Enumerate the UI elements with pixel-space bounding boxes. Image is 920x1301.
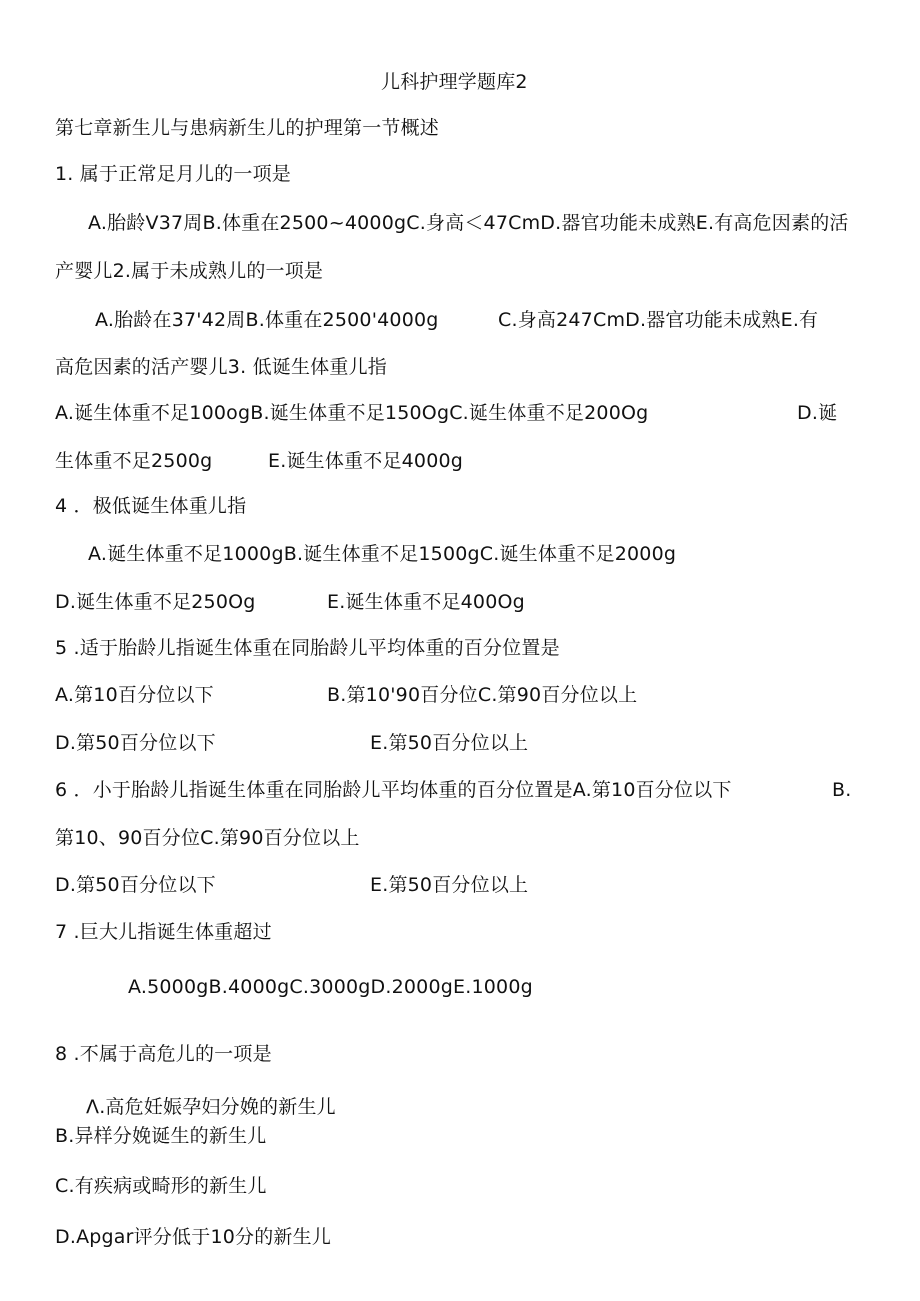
question-8-option-b: B.异样分娩诞生的新生儿 bbox=[55, 1125, 267, 1147]
question-7: 7 .巨大儿指诞生体重超过 bbox=[55, 921, 272, 943]
question-4-option-d: D.诞生体重不足250Og bbox=[55, 591, 256, 613]
question-3-option-e: E.诞生体重不足4000g bbox=[268, 450, 464, 472]
question-8-option-a: Λ.高危妊娠孕妇分娩的新生儿 bbox=[86, 1096, 336, 1118]
question-4-option-e: E.诞生体重不足400Og bbox=[327, 591, 525, 613]
question-3-option-d-end: 生体重不足2500g bbox=[55, 450, 213, 472]
question-1: 1. 属于正常足月儿的一项是 bbox=[55, 163, 291, 185]
question-8-option-d: D.Apgar评分低于10分的新生儿 bbox=[55, 1226, 332, 1248]
question-2-options-c-e: C.身高247CmD.器官功能未成熟E.有 bbox=[498, 309, 819, 331]
question-3-options-a-c: A.诞生体重不足100ogB.诞生体重不足150OgC.诞生体重不足200Og bbox=[55, 402, 649, 424]
question-5-option-e: E.第50百分位以上 bbox=[370, 732, 529, 754]
question-3-option-d-start: D.诞 bbox=[797, 402, 838, 424]
question-2: 产婴儿2.属于未成熟儿的一项是 bbox=[55, 260, 324, 282]
question-3: 高危因素的活产婴儿3. 低诞生体重儿指 bbox=[55, 356, 387, 378]
question-6-option-b-end-c: 第10、90百分位C.第90百分位以上 bbox=[55, 827, 360, 849]
question-7-options: A.5000gB.4000gC.3000gD.2000gE.1000g bbox=[128, 976, 533, 998]
question-6-option-d: D.第50百分位以下 bbox=[55, 874, 216, 896]
question-6-option-e: E.第50百分位以上 bbox=[370, 874, 529, 896]
chapter-heading: 第七章新生儿与患病新生儿的护理第一节概述 bbox=[55, 117, 440, 139]
question-2-options-a-b: A.胎龄在37'42周B.体重在2500'4000g bbox=[95, 309, 439, 331]
question-6: 6 ．小于胎龄儿指诞生体重在同胎龄儿平均体重的百分位置是A.第10百分位以下 bbox=[55, 779, 732, 801]
question-4: 4 ．极低诞生体重儿指 bbox=[55, 495, 247, 517]
question-8: 8 .不属于高危儿的一项是 bbox=[55, 1043, 272, 1065]
question-8-option-c: C.有疾病或畸形的新生儿 bbox=[55, 1175, 267, 1197]
question-5-options-b-c: B.第10'90百分位C.第90百分位以上 bbox=[327, 684, 638, 706]
question-1-options: A.胎龄V37周B.体重在2500~4000gC.身高＜47CmD.器官功能未成熟E.有高危因素的活 bbox=[88, 212, 849, 234]
question-5-option-a: A.第10百分位以下 bbox=[55, 684, 214, 706]
question-6-option-b-start: B. bbox=[832, 779, 852, 801]
document-title: 儿科护理学题库2 bbox=[381, 71, 528, 93]
question-5-option-d: D.第50百分位以下 bbox=[55, 732, 216, 754]
question-5: 5 .适于胎龄儿指诞生体重在同胎龄儿平均体重的百分位置是 bbox=[55, 637, 560, 659]
question-4-options-a-c: A.诞生体重不足1000gB.诞生体重不足1500gC.诞生体重不足2000g bbox=[88, 543, 677, 565]
